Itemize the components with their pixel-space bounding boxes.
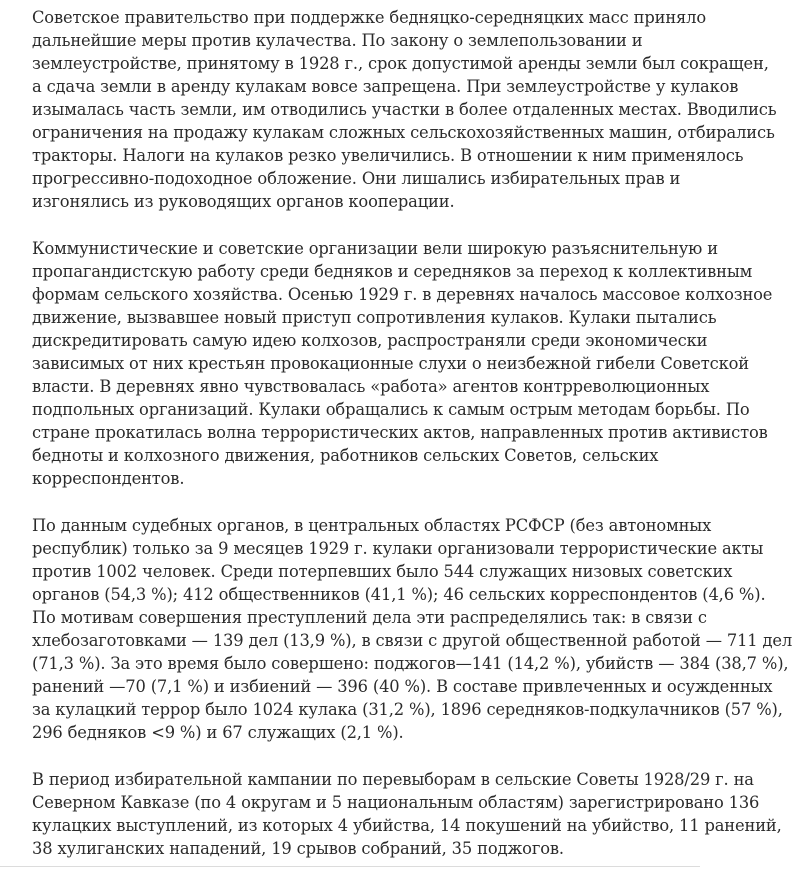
text-line: Северном Кавказе (по 4 округам и 5 национальным областям) зарегистрировано 136 <box>32 793 760 812</box>
paragraph-court-statistics <box>32 514 792 744</box>
text-line: республик) только за 9 месяцев 1929 г. кулаки организовали террористические акты <box>32 539 764 558</box>
text-line: за кулацкий террор было 1024 кулака (31,2 %), 1896 середняков-подкулачников (57 %), <box>32 700 783 719</box>
paragraph-north-caucasus <box>32 768 782 860</box>
text-line: органов (54,3 %); 412 общественников (41,1 %); 46 сельских корреспондентов (4,6 %). <box>32 585 766 604</box>
text-line: ограничения на продажу кулакам сложных сельскохозяйственных машин, отбирались <box>32 123 775 142</box>
text-line: В период избирательной кампании по перевыборам в сельские Советы 1928/29 г. на <box>32 770 754 789</box>
text-line: дискредитировать самую идею колхозов, распространяли среди экономически <box>32 331 708 350</box>
text-line: пропагандистскую работу среди бедняков и середняков за переход к коллективным <box>32 262 753 281</box>
text-line: бедноты и колхозного движения, работников сельских Советов, сельских <box>32 446 659 465</box>
text-line: подпольных организаций. Кулаки обращались к самым острым методам борьбы. По <box>32 400 750 419</box>
text-line: 296 бедняков <9 %) и 67 служащих (2,1 %). <box>32 723 404 742</box>
text-line: По мотивам совершения преступлений дела эти распределялись так: в связи с <box>32 608 707 627</box>
text-line: прогрессивно-подоходное обложение. Они лишались избирательных прав и <box>32 169 681 188</box>
text-line: кулацких выступлений, из которых 4 убийства, 14 покушений на убийство, 11 ранений, <box>32 816 782 835</box>
text-line: движение, вызвавшее новый приступ сопротивления кулаков. Кулаки пытались <box>32 308 717 327</box>
text-line: формам сельского хозяйства. Осенью 1929 г. в деревнях началось массовое колхозное <box>32 285 773 304</box>
text-line: изгонялись из руководящих органов кооперации. <box>32 192 455 211</box>
article-body <box>32 6 792 884</box>
paragraph-kulak-measures <box>32 6 777 213</box>
text-line: власти. В деревнях явно чувствовалась «работа» агентов контрреволюционных <box>32 377 710 396</box>
text-line: По данным судебных органов, в центральных областях РСФСР (без автономных <box>32 516 712 535</box>
text-line: ранений —70 (7,1 %) и избиений — 396 (40 %). В составе привлеченных и осужденных <box>32 677 773 696</box>
text-line: 38 хулиганских нападений, 19 срывов собраний, 35 поджогов. <box>32 839 564 858</box>
text-line: хлебозаготовками — 139 дел (13,9 %), в связи с другой общественной работой — 711 дел <box>32 631 792 650</box>
paragraph-collectivization <box>32 237 773 490</box>
text-line: дальнейшие меры против кулачества. По закону о землепользовании и <box>32 31 643 50</box>
text-line: корреспондентов. <box>32 469 185 488</box>
text-line: Советское правительство при поддержке бедняцко-середняцких масс приняло <box>32 8 706 27</box>
text-line: землеустройстве, принятому в 1928 г., срок допустимой аренды земли был сокращен, <box>32 54 769 73</box>
bottom-divider <box>0 866 700 867</box>
text-line: зависимых от них крестьян провокационные слухи о неизбежной гибели Советской <box>32 354 749 373</box>
text-line: а сдача земли в аренду кулакам вовсе запрещена. При землеустройстве у кулаков <box>32 77 739 96</box>
text-line: тракторы. Налоги на кулаков резко увеличились. В отношении к ним применялось <box>32 146 744 165</box>
text-line: стране прокатилась волна террористических актов, направленных против активистов <box>32 423 768 442</box>
text-line: против 1002 человек. Среди потерпевших было 544 служащих низовых советских <box>32 562 733 581</box>
text-line: (71,3 %). За это время было совершено: поджогов—141 (14,2 %), убийств — 384 (38,7 %), <box>32 654 789 673</box>
text-line: Коммунистические и советские организации вели широкую разъяснительную и <box>32 239 718 258</box>
text-line: изымалась часть земли, им отводились участки в более отдаленных местах. Вводились <box>32 100 777 119</box>
